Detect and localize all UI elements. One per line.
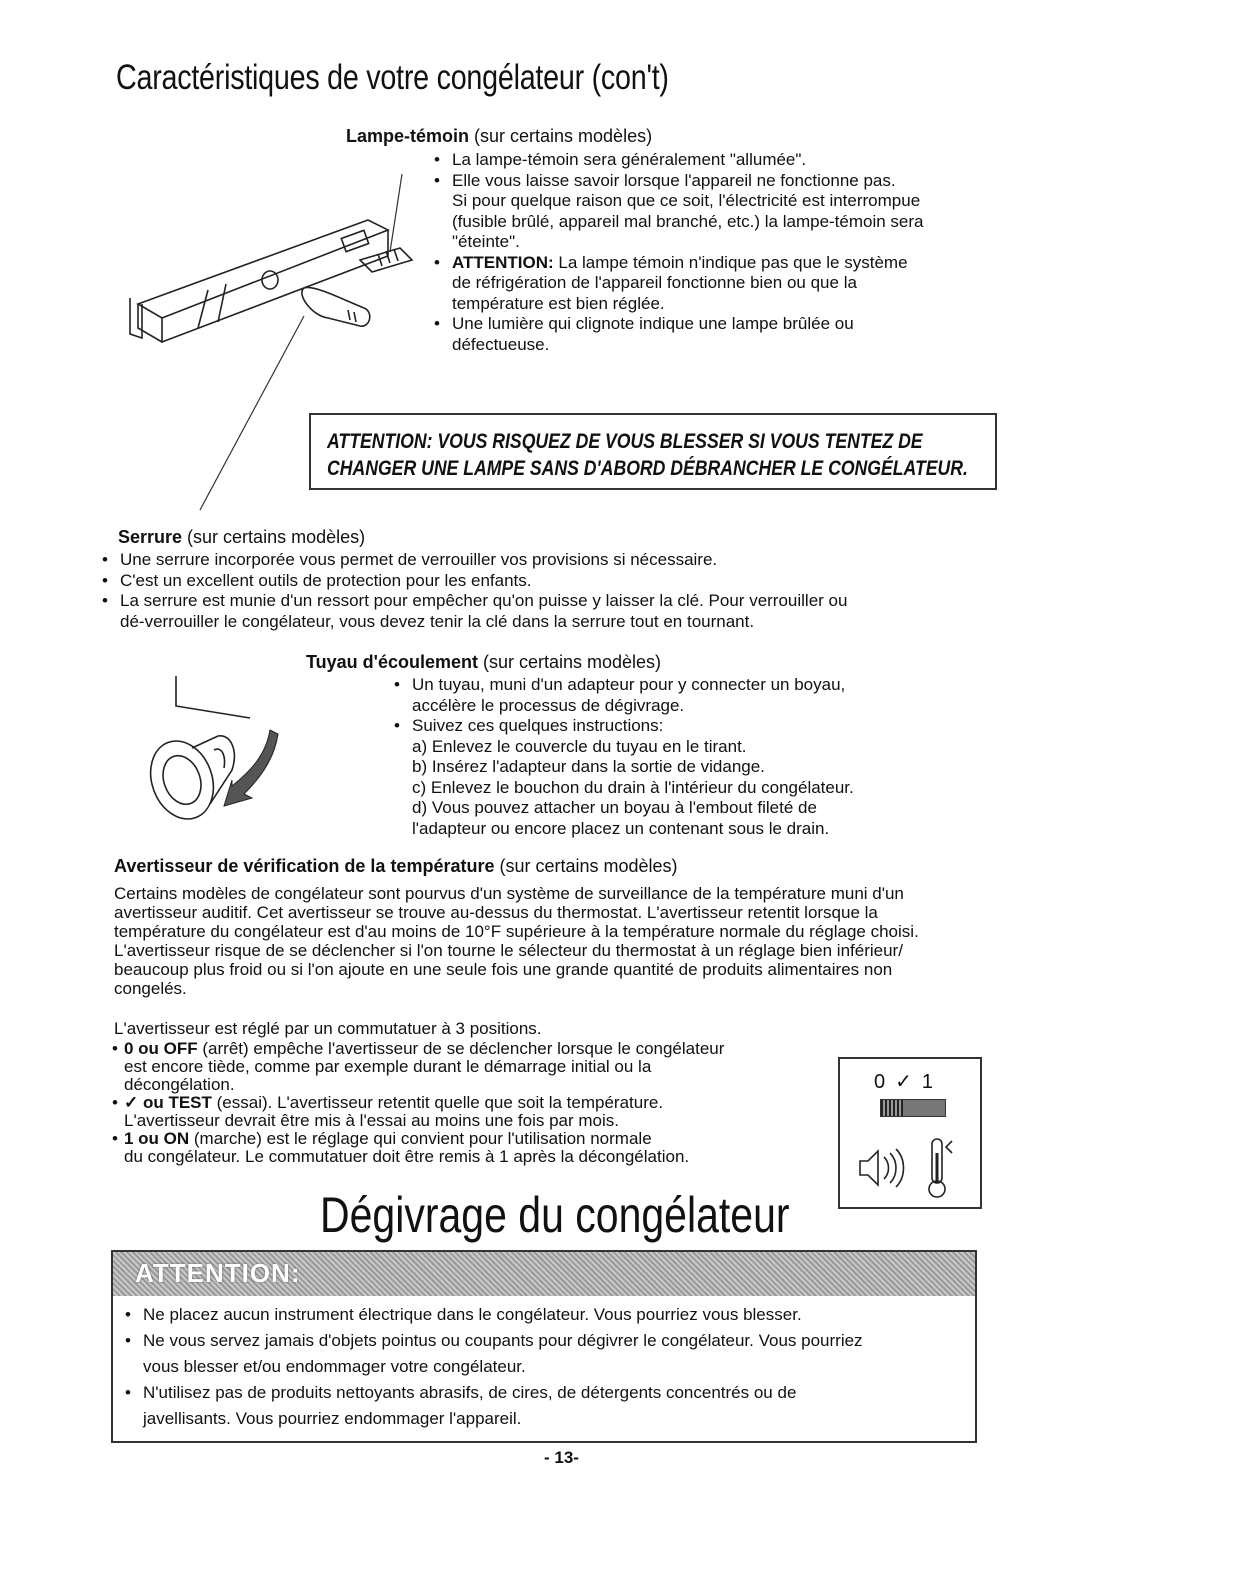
lampe-line	[432, 253, 924, 274]
lampe-line-text: "éteinte".	[452, 232, 520, 251]
avertisseur-paragraph-line: congelés.	[114, 979, 187, 998]
lampe-line	[432, 314, 924, 335]
avertisseur-setting-text: (marche) est le réglage qui convient pour l'utilisation normale	[189, 1129, 652, 1148]
tuyau-line-text: c) Enlevez le bouchon du drain à l'intérieur du congélateur.	[412, 777, 854, 797]
tuyau-line	[392, 737, 854, 758]
tuyau-line-text: a) Enlevez le couvercle du tuyau en le tirant.	[412, 736, 747, 756]
tuyau-line-text: accélère le processus de dégivrage.	[412, 695, 685, 715]
alarm-switch-illustration	[838, 1057, 982, 1209]
avertisseur-setting-cont: L'avertisseur devrait être mis à l'essai au moins une fois par mois.	[124, 1111, 619, 1130]
lampe-line-text: Elle vous laisse savoir lorsque l'appareil ne fonctionne pas.	[452, 170, 896, 190]
avertisseur-setting-item	[110, 1094, 724, 1130]
avertisseur-paragraph	[114, 884, 919, 998]
lampe-line	[432, 335, 924, 356]
attention-item-line: javellisants. Vous pourriez endommager l'appareil.	[143, 1409, 522, 1428]
serrure-line-text: La serrure est munie d'un ressort pour empêcher qu'on puisse y laisser la clé. Pour verrouiller ou	[120, 591, 848, 610]
lampe-line	[432, 294, 924, 315]
warning-line-1: ATTENTION: VOUS RISQUEZ DE VOUS BLESSER SI VOUS TENTEZ DE	[327, 430, 923, 453]
attention-item-line: • N'utilisez pas de produits nettoyants abrasifs, de cires, de détergents concentrés ou de	[143, 1383, 797, 1402]
avertisseur-paragraph-line: température du congélateur est d'au moins de 10°F supérieure à la température normale du réglage choisi.	[114, 922, 919, 941]
serrure-line	[100, 612, 847, 633]
lampe-line	[432, 191, 924, 212]
lampe-line-text: de réfrigération de l'appareil fonctionne bien ou que la	[452, 273, 857, 292]
avertisseur-setting-text: (essai). L'avertisseur retentit quelle que soit la température.	[211, 1093, 664, 1112]
lampe-line-text: Si pour quelque raison que ce soit, l'électricité est interrompue	[452, 191, 921, 210]
avertisseur-setting-cont: est encore tiède, comme par exemple durant le démarrage initial ou la	[124, 1057, 652, 1076]
avertisseur-paragraph-line: beaucoup plus froid ou si l'on ajoute en une seule fois une grande quantité de produits alimentaires non	[114, 960, 893, 979]
lampe-line-text: Une lumière qui clignote indique une lampe brûlée ou	[452, 314, 854, 333]
serrure-line-text: Une serrure incorporée vous permet de verrouiller vos provisions si nécessaire.	[120, 550, 718, 569]
avertisseur-paragraph-line: avertisseur auditif. Cet avertisseur se trouve au-dessus du thermostat. L'avertisseur retentit lorsque la	[114, 903, 878, 922]
serrure-line-text: dé-verrouiller le congélateur, vous devez tenir la clé dans la serrure tout en tournant.	[120, 611, 755, 631]
avertisseur-setting-name: 0 ou OFF	[124, 1039, 198, 1058]
lampe-text-block	[432, 150, 924, 355]
attention-item-line: • Ne placez aucun instrument électrique dans le congélateur. Vous pourriez vous blesser.	[143, 1305, 802, 1324]
avertisseur-paragraph-line: Certains modèles de congélateur sont pourvus d'un système de surveillance de la température muni d'un	[114, 884, 904, 903]
avertisseur-setting-name: ✓ ou TEST	[124, 1093, 212, 1112]
switch-label-test: ✓	[895, 1071, 922, 1093]
speaker-thermometer-icon	[852, 1133, 972, 1203]
avertisseur-setting-item	[110, 1130, 724, 1166]
serrure-section-title: Serrure (sur certains modèles)	[118, 527, 366, 547]
attention-box	[111, 1250, 977, 1443]
page-title: Caractéristiques de votre congélateur (con't)	[116, 58, 669, 97]
attention-item	[123, 1380, 863, 1432]
avertisseur-intro: L'avertisseur est réglé par un commutatuer à 3 positions.	[114, 1019, 542, 1038]
switch-slider	[880, 1099, 946, 1117]
tuyau-line	[392, 716, 854, 737]
serrure-line	[100, 571, 847, 592]
avertisseur-setting-name: 1 ou ON	[124, 1129, 190, 1148]
warning-line-2: CHANGER UNE LAMPE SANS D'ABORD DÉBRANCHER LE CONGÉLATEUR.	[327, 457, 968, 480]
attention-label: ATTENTION:	[135, 1258, 301, 1288]
attention-list	[123, 1302, 863, 1432]
lampe-line	[432, 232, 924, 253]
tuyau-line-text: Suivez ces quelques instructions:	[412, 716, 664, 735]
lampe-line-text: défectueuse.	[452, 334, 550, 354]
tuyau-line-text: Un tuyau, muni d'un adapteur pour y connecter un boyau,	[412, 675, 846, 694]
lampe-line-text: température est bien réglée.	[452, 293, 665, 313]
page-number: - 13-	[544, 1448, 579, 1467]
lampe-section-title: Lampe-témoin (sur certains modèles)	[346, 126, 653, 146]
attention-item-line: vous blesser et/ou endommager votre congélateur.	[143, 1357, 526, 1376]
avertisseur-paragraph-line: L'avertisseur risque de se déclencher si l'on tourne le sélecteur du thermostat à un réglage bien inférieur/	[114, 941, 903, 960]
serrure-line-text: C'est un excellent outils de protection pour les enfants.	[120, 570, 532, 590]
attention-item	[123, 1302, 863, 1328]
avertisseur-setting-cont: décongélation.	[124, 1075, 235, 1094]
avertisseur-setting-item	[110, 1040, 724, 1094]
lampe-line-text: (fusible brûlé, appareil mal branché, etc.) la lampe-témoin sera	[452, 211, 924, 231]
tuyau-line-text: d) Vous pouvez attacher un boyau à l'embout fileté de	[412, 798, 817, 817]
avertisseur-section-title: Avertisseur de vérification de la température (sur certains modèles)	[114, 856, 678, 876]
tuyau-text-block	[392, 675, 854, 839]
lampe-line-text: La lampe témoin n'indique pas que le système	[553, 252, 908, 272]
lamp-warning-box	[309, 413, 997, 490]
tuyau-line	[392, 675, 854, 696]
lampe-line	[432, 171, 924, 192]
degivrage-title: Dégivrage du congélateur	[320, 1187, 790, 1243]
tuyau-line	[392, 819, 854, 840]
tuyau-section-title: Tuyau d'écoulement (sur certains modèles)	[306, 652, 662, 672]
attention-item-line: • Ne vous servez jamais d'objets pointus ou coupants pour dégivrer le congélateur. Vous pourriez	[143, 1331, 863, 1350]
avertisseur-setting-text: (arrêt) empêche l'avertisseur de se déclencher lorsque le congélateur	[197, 1039, 725, 1058]
lampe-line-text: La lampe-témoin sera généralement "allumée".	[452, 150, 807, 169]
switch-label-off: 0	[874, 1071, 896, 1093]
serrure-text-block	[100, 550, 847, 632]
tuyau-line-text: b) Insérez l'adapteur dans la sortie de vidange.	[412, 757, 765, 776]
switch-label-on: 1	[921, 1071, 944, 1093]
lampe-line-emphasis: ATTENTION:	[452, 252, 554, 272]
lampe-line	[432, 273, 924, 294]
lampe-line	[432, 150, 924, 171]
tuyau-line	[392, 778, 854, 799]
serrure-line	[100, 550, 847, 571]
tuyau-line	[392, 696, 854, 717]
avertisseur-settings-list	[110, 1040, 724, 1166]
tuyau-line	[392, 757, 854, 778]
serrure-line	[100, 591, 847, 612]
drain-adapter-illustration	[140, 674, 310, 834]
tuyau-line	[392, 798, 854, 819]
attention-header-band	[113, 1252, 975, 1296]
attention-item	[123, 1328, 863, 1380]
tuyau-line-text: l'adapteur ou encore placez un contenant sous le drain.	[412, 818, 830, 838]
avertisseur-setting-cont: du congélateur. Le commutatuer doit être remis à 1 après la décongélation.	[124, 1147, 690, 1166]
lampe-line	[432, 212, 924, 233]
